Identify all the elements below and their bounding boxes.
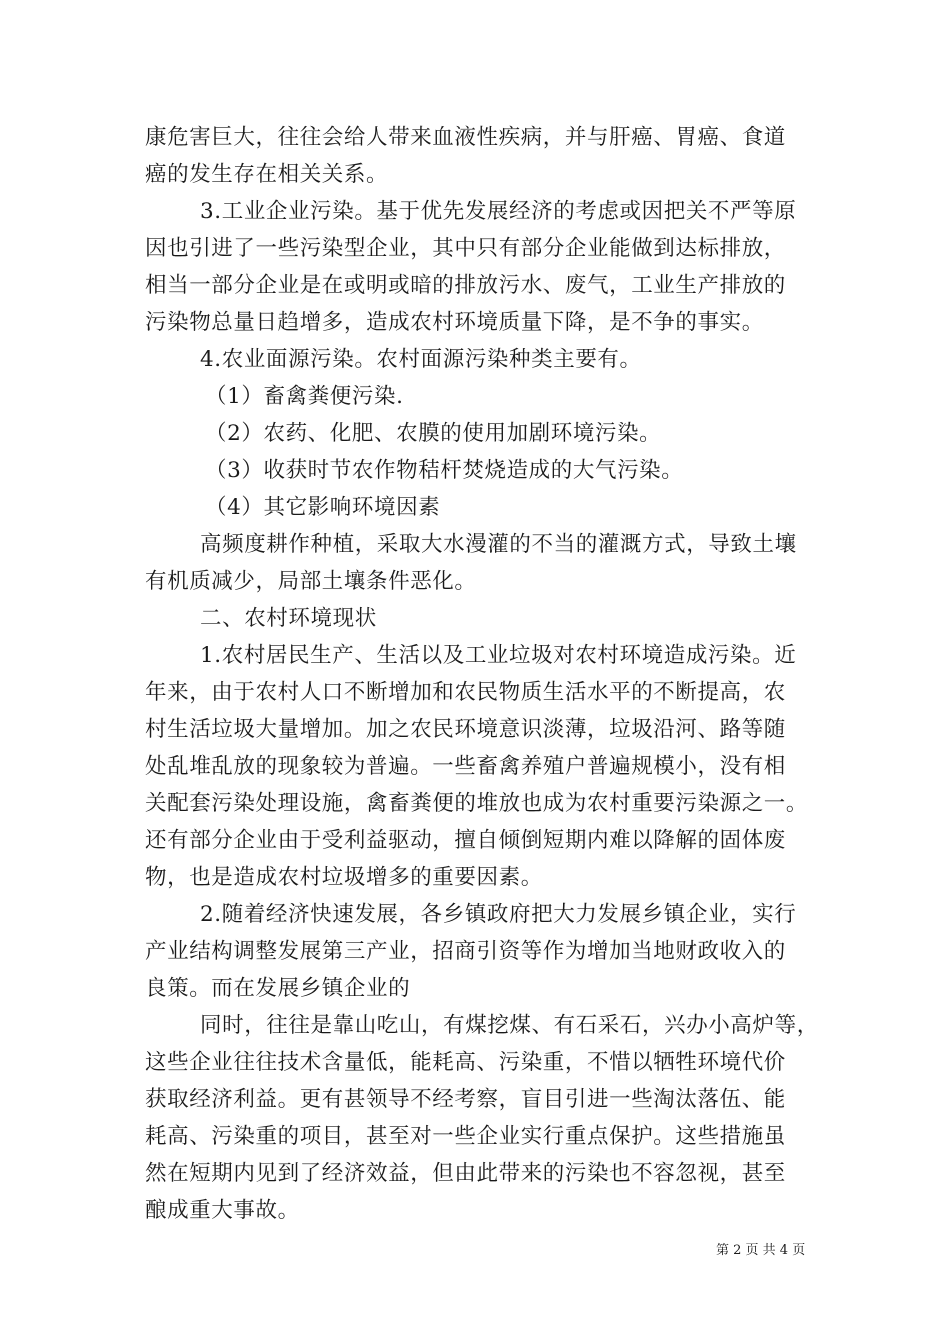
text-line: 村生活垃圾大量增加。加之农民环境意识淡薄，垃圾沿河、路等随: [145, 717, 786, 742]
text-line: 关配套污染处理设施，禽畜粪便的堆放也成为农村重要污染源之一。: [145, 791, 809, 816]
text-line: 物，也是造成农村垃圾增多的重要因素。: [145, 865, 543, 890]
text-line: 3.工业企业污染。基于优先发展经济的考虑或因把关不严等原: [200, 199, 797, 224]
text-line: 处乱堆乱放的现象较为普遍。一些畜禽养殖户普遍规模小，没有相: [145, 754, 786, 779]
text-line: 同时，往往是靠山吃山，有煤挖煤、有石采石，兴办小高炉等，: [200, 1013, 819, 1038]
text-line: 这些企业往往技术含量低，能耗高、污染重，不惜以牺牲环境代价: [145, 1050, 786, 1075]
text-line: 因也引进了一些污染型企业，其中只有部分企业能做到达标排放，: [145, 236, 786, 261]
list-item: （3）收获时节农作物秸杆焚烧造成的大气污染。: [205, 458, 684, 483]
text-line: 产业结构调整发展第三产业，招商引资等作为增加当地财政收入的: [145, 939, 786, 964]
text-line: 相当一部分企业是在或明或暗的排放污水、废气，工业生产排放的: [145, 273, 786, 298]
page-number-footer: 第 2 页 共 4 页: [716, 1243, 806, 1258]
text-line: 2.随着经济快速发展，各乡镇政府把大力发展乡镇企业，实行: [200, 902, 797, 927]
text-line: 污染物总量日趋增多，造成农村环境质量下降，是不争的事实。: [145, 310, 764, 335]
text-line: 酿成重大事故。: [145, 1198, 300, 1223]
text-line: 高频度耕作种植，采取大水漫灌的不当的灌溉方式，导致土壤: [200, 532, 797, 557]
text-line: 康危害巨大，往往会给人带来血液性疾病，并与肝癌、胃癌、食道: [145, 125, 786, 150]
list-item: （1）畜禽粪便污染.: [205, 384, 404, 409]
text-line: 4.农业面源污染。农村面源污染种类主要有。: [200, 347, 642, 372]
text-line: 年来，由于农村人口不断增加和农民物质生活水平的不断提高，农: [145, 680, 786, 705]
text-line: 耗高、污染重的项目，甚至对一些企业实行重点保护。这些措施虽: [145, 1124, 786, 1149]
text-line: 良策。而在发展乡镇企业的: [145, 976, 411, 1001]
list-item: （2）农药、化肥、农膜的使用加剧环境污染。: [205, 421, 662, 446]
text-line: 癌的发生存在相关关系。: [145, 162, 389, 187]
text-line: 然在短期内见到了经济效益，但由此带来的污染也不容忽视，甚至: [145, 1161, 786, 1186]
text-line: 还有部分企业由于受利益驱动，擅自倾倒短期内难以降解的固体废: [145, 828, 786, 853]
text-line: 获取经济利益。更有甚领导不经考察，盲目引进一些淘汰落伍、能: [145, 1087, 786, 1112]
section-heading: 二、农村环境现状: [200, 606, 377, 631]
list-item: （4）其它影响环境因素: [205, 495, 441, 520]
text-line: 有机质减少，局部土壤条件恶化。: [145, 569, 477, 594]
text-line: 1.农村居民生产、生活以及工业垃圾对农村环境造成污染。近: [200, 643, 797, 668]
